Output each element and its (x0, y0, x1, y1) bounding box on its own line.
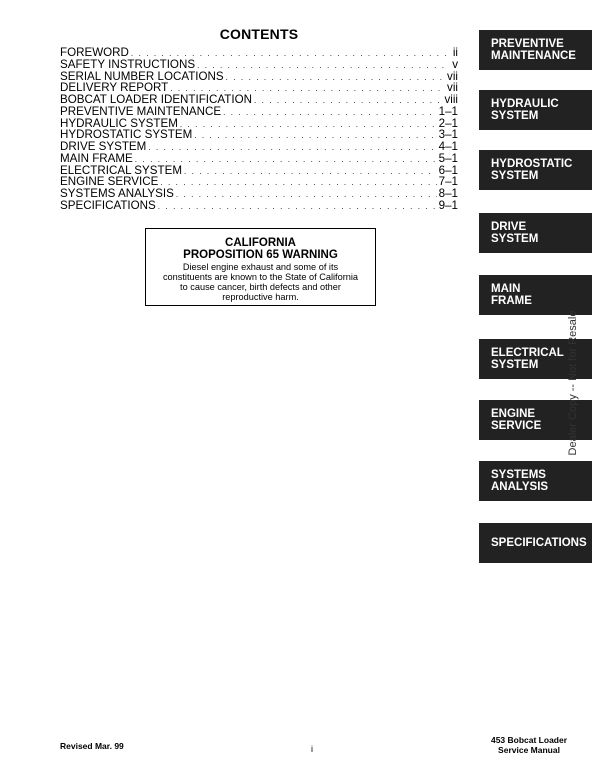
toc-entry-page: 9–1 (438, 198, 458, 212)
toc-entry[interactable] (60, 47, 458, 59)
dot-leader (194, 130, 436, 142)
toc-entry-page: 6–1 (438, 163, 458, 177)
tab-hydrostatic-system[interactable] (479, 150, 592, 190)
toc-entry-label: HYDRAULIC SYSTEM (60, 116, 178, 130)
toc-entry-label: DRIVE SYSTEM (60, 140, 147, 153)
tab-label: HYDROSTATIC SYSTEM (491, 158, 573, 182)
tab-systems-analysis[interactable] (479, 461, 592, 501)
dot-leader (226, 72, 445, 84)
manual-title (479, 735, 579, 755)
toc-entry-page: v (452, 57, 458, 71)
toc-entry-label: MAIN FRAME (60, 151, 133, 165)
tab-label: ENGINE SERVICE (491, 408, 542, 432)
dot-leader (197, 60, 450, 72)
toc-entry-page: vii (447, 69, 458, 83)
toc-entry-page: 8–1 (438, 187, 458, 200)
toc-entry[interactable] (60, 141, 458, 153)
warning-subtitle: PROPOSITION 65 WARNING (183, 248, 338, 261)
toc-entry-label: ELECTRICAL SYSTEM (60, 163, 182, 177)
toc-entry-label: BOBCAT LOADER IDENTIFICATION (60, 93, 252, 106)
dot-leader (176, 189, 437, 201)
dot-leader (148, 142, 436, 154)
tab-main-frame[interactable] (479, 275, 592, 315)
toc-entry-page: 5–1 (438, 151, 458, 165)
dot-leader (180, 119, 437, 131)
table-of-contents (60, 47, 458, 212)
toc-entry[interactable] (60, 106, 458, 118)
manual-title-line: 453 Bobcat Loader (490, 735, 568, 745)
toc-entry-label: SYSTEMS ANALYSIS (60, 187, 174, 200)
toc-entry[interactable] (60, 200, 458, 212)
tab-label: MAIN FRAME (491, 283, 532, 307)
tab-specifications[interactable] (479, 523, 592, 563)
toc-entry-label: FOREWORD (60, 46, 129, 59)
page-title: CONTENTS (219, 26, 299, 42)
toc-entry-label: SERIAL NUMBER LOCATIONS (60, 69, 224, 83)
revision-date: Revised Mar. 99 (60, 741, 124, 751)
dot-leader (158, 201, 437, 213)
warning-line: reproductive harm. (222, 292, 299, 302)
toc-entry-page: vii (447, 81, 458, 95)
warning-text (146, 262, 375, 302)
toc-entry-label: PREVENTIVE MAINTENANCE (60, 104, 222, 118)
toc-entry-page: 3–1 (438, 128, 458, 142)
tab-label: SPECIFICATIONS (491, 537, 587, 549)
tab-hydraulic-system[interactable] (479, 90, 592, 130)
toc-entry-label: SAFETY INSTRUCTIONS (60, 57, 196, 71)
toc-entry[interactable] (60, 59, 458, 71)
toc-entry-page: 4–1 (438, 140, 458, 153)
toc-entry[interactable] (60, 153, 458, 165)
manual-title-line: Service Manual (498, 745, 560, 755)
watermark-text: Dealer Copy -- Not for Resale (567, 310, 579, 456)
toc-entry-label: HYDROSTATIC SYSTEM (60, 128, 193, 142)
dot-leader (184, 166, 437, 178)
tab-preventive-maintenance[interactable] (479, 30, 592, 70)
warning-line: Diesel engine exhaust and some of its (182, 262, 339, 272)
dot-leader (254, 95, 443, 107)
tab-label: HYDRAULIC SYSTEM (491, 98, 559, 122)
toc-entry[interactable] (60, 94, 458, 106)
toc-entry-label: SPECIFICATIONS (60, 198, 156, 212)
tab-drive-system[interactable] (479, 213, 592, 253)
toc-entry-label: ENGINE SERVICE (60, 175, 159, 189)
tab-label: SYSTEMS ANALYSIS (491, 469, 549, 493)
toc-entry-page: 1–1 (438, 104, 458, 118)
dot-leader (223, 107, 437, 119)
warning-line: to cause cancer, birth defects and other (180, 282, 341, 292)
toc-entry-page: ii (452, 46, 458, 59)
toc-entry-label: DELIVERY REPORT (60, 81, 169, 95)
page-number: i (311, 744, 313, 754)
tab-label: ELECTRICAL SYSTEM (491, 347, 564, 371)
dot-leader (160, 177, 436, 189)
prop65-warning-box (145, 228, 376, 306)
warning-line: constituents are known to the State of California (162, 272, 359, 282)
toc-entry-page: 7–1 (438, 175, 458, 189)
toc-entry-page: 2–1 (438, 116, 458, 130)
toc-entry[interactable] (60, 188, 458, 200)
tab-label: DRIVE SYSTEM (491, 221, 539, 245)
tab-label: PREVENTIVE MAINTENANCE (491, 38, 576, 62)
toc-entry-page: viii (444, 93, 458, 106)
warning-title: CALIFORNIA (225, 237, 296, 249)
